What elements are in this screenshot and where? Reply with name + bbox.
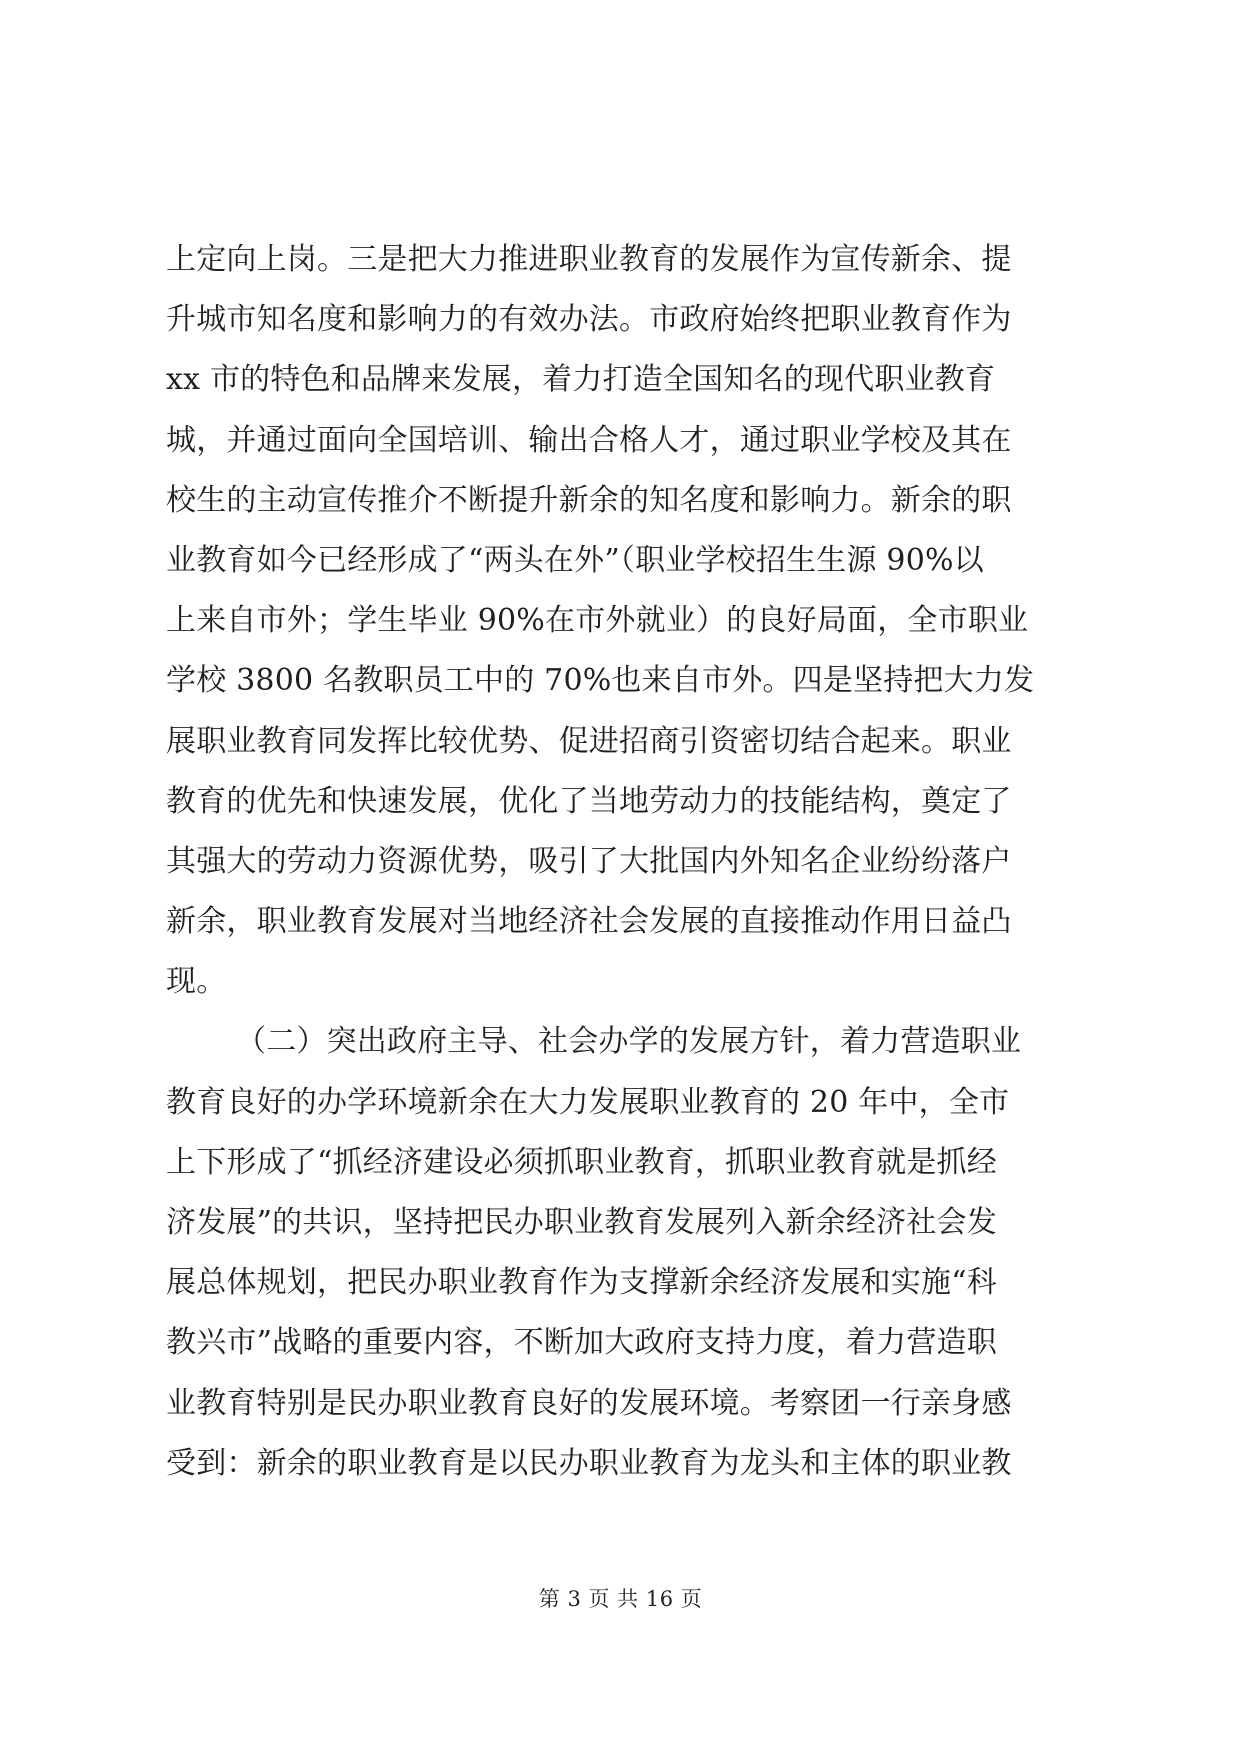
text-line: 现。 <box>166 964 227 1000</box>
text-line: 教育良好的办学环境新余在大力发展职业教育的 20 年中，全市 <box>166 1084 1010 1120</box>
text-line: 上来自市外；学生毕业 90%在市外就业）的良好局面，全市职业 <box>166 603 1029 639</box>
text-line: 校生的主动宣传推介不断提升新余的知名度和影响力。新余的职 <box>166 482 1012 518</box>
text-line: 新余，职业教育发展对当地经济社会发展的直接推动作用日益凸 <box>166 904 1012 940</box>
document-body <box>166 230 1078 1494</box>
text-line: 受到：新余的职业教育是以民办职业教育为龙头和主体的职业教 <box>166 1445 1012 1481</box>
text-line: 上下形成了“抓经济建设必须抓职业教育，抓职业教育就是抓经 <box>166 1144 997 1180</box>
text-line: 教育的优先和快速发展，优化了当地劳动力的技能结构，奠定了 <box>166 783 1012 819</box>
text-line-indented: （二）突出政府主导、社会办学的发展方针，着力营造职业 <box>236 1024 1022 1060</box>
text-line: 展总体规划，把民办职业教育作为支撑新余经济发展和实施“科 <box>166 1265 997 1301</box>
text-line: 升城市知名度和影响力的有效办法。市政府始终把职业教育作为 <box>166 302 1012 338</box>
paragraph-2 <box>166 1012 1078 1494</box>
text-line: 学校 3800 名教职员工中的 70%也来自市外。四是坚持把大力发 <box>166 663 1035 699</box>
paragraph-1 <box>166 230 1078 1012</box>
text-line: 业教育特别是民办职业教育良好的发展环境。考察团一行亲身感 <box>166 1385 1012 1421</box>
page-number-footer: 第 3 页 共 16 页 <box>538 1587 703 1611</box>
text-line: xx 市的特色和品牌来发展，着力打造全国知名的现代职业教育 <box>166 362 996 398</box>
text-line: 上定向上岗。三是把大力推进职业教育的发展作为宣传新余、提 <box>166 242 1012 277</box>
text-line: 展职业教育同发挥比较优势、促进招商引资密切结合起来。职业 <box>166 723 1012 759</box>
text-line: 业教育如今已经形成了“两头在外”（职业学校招生生源 90%以 <box>166 542 984 578</box>
text-line: 其强大的劳动力资源优势，吸引了大批国内外知名企业纷纷落户 <box>166 843 1012 879</box>
text-line: 教兴市”战略的重要内容，不断加大政府支持力度，着力营造职 <box>166 1325 997 1361</box>
text-line: 济发展”的共识，坚持把民办职业教育发展列入新余经济社会发 <box>166 1205 997 1240</box>
text-line: 城，并通过面向全国培训、输出合格人才，通过职业学校及其在 <box>166 422 1012 458</box>
